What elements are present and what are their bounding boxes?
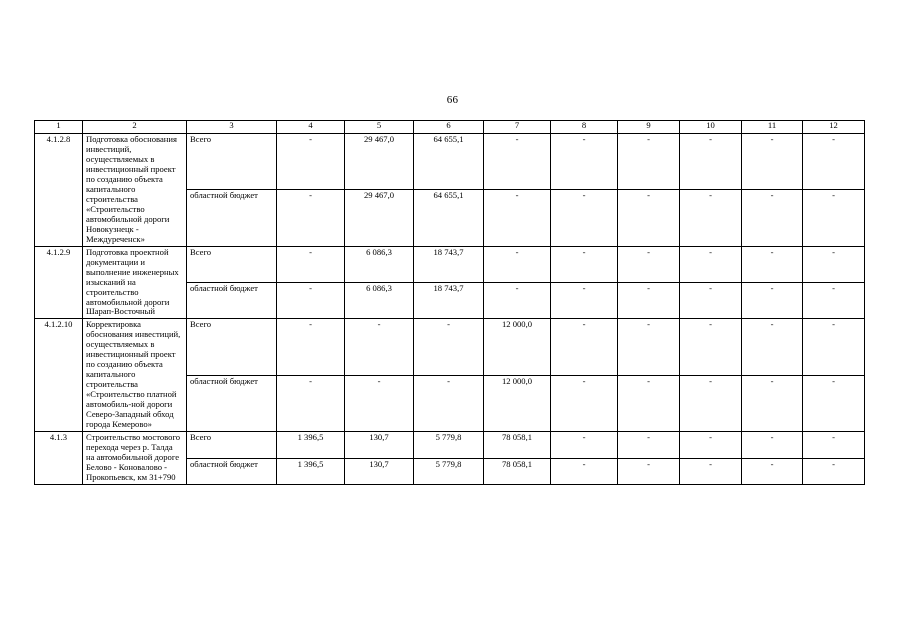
column-header: 11 bbox=[742, 121, 803, 134]
amount-cell: - bbox=[484, 134, 551, 190]
amount-cell: - bbox=[803, 283, 865, 319]
funding-source: Всего bbox=[187, 246, 277, 282]
table-body bbox=[35, 134, 865, 485]
amount-cell: - bbox=[618, 458, 680, 484]
funding-source: областной бюджет bbox=[187, 458, 277, 484]
item-name: Подготовка обоснования инвестиций, осуществляемых в инвестиционный проект по созданию объекта капитального строительства «Строительство автомобильной дороги Новокузнецк - Междуреченск» bbox=[83, 134, 187, 247]
amount-cell: - bbox=[680, 319, 742, 375]
amount-cell: - bbox=[277, 246, 345, 282]
table-row bbox=[35, 246, 865, 282]
amount-cell: - bbox=[742, 375, 803, 431]
amount-cell: - bbox=[551, 432, 618, 458]
item-name: Строительство мостового перехода через р. Талда на автомобильной дороге Белово - Коновалово - Прокопьевск, км 31+790 bbox=[83, 432, 187, 485]
amount-cell: - bbox=[618, 283, 680, 319]
item-code: 4.1.3 bbox=[35, 432, 83, 485]
amount-cell: - bbox=[618, 319, 680, 375]
amount-cell: - bbox=[742, 458, 803, 484]
item-code: 4.1.2.10 bbox=[35, 319, 83, 432]
column-header: 9 bbox=[618, 121, 680, 134]
table-row bbox=[35, 432, 865, 458]
amount-cell: - bbox=[803, 375, 865, 431]
amount-cell: - bbox=[680, 283, 742, 319]
amount-cell: - bbox=[551, 283, 618, 319]
header-row bbox=[35, 121, 865, 134]
amount-cell: - bbox=[742, 190, 803, 246]
amount-cell: 130,7 bbox=[345, 432, 414, 458]
amount-cell: - bbox=[345, 319, 414, 375]
column-header: 10 bbox=[680, 121, 742, 134]
funding-source: областной бюджет bbox=[187, 190, 277, 246]
table-row bbox=[35, 319, 865, 375]
amount-cell: 78 058,1 bbox=[484, 458, 551, 484]
item-name: Подготовка проектной документации и выполнение инженерных изысканий на строительство автомобильной дороги Шарап-Восточный bbox=[83, 246, 187, 319]
funding-source: областной бюджет bbox=[187, 283, 277, 319]
amount-cell: 64 655,1 bbox=[414, 190, 484, 246]
amount-cell: 78 058,1 bbox=[484, 432, 551, 458]
funding-source: Всего bbox=[187, 134, 277, 190]
amount-cell: - bbox=[742, 283, 803, 319]
amount-cell: - bbox=[680, 458, 742, 484]
amount-cell: - bbox=[618, 375, 680, 431]
amount-cell: 29 467,0 bbox=[345, 134, 414, 190]
table-row bbox=[35, 134, 865, 190]
amount-cell: - bbox=[680, 246, 742, 282]
item-code: 4.1.2.9 bbox=[35, 246, 83, 319]
amount-cell: - bbox=[551, 134, 618, 190]
amount-cell: - bbox=[618, 246, 680, 282]
amount-cell: 18 743,7 bbox=[414, 283, 484, 319]
amount-cell: 12 000,0 bbox=[484, 375, 551, 431]
amount-cell: - bbox=[277, 190, 345, 246]
amount-cell: - bbox=[680, 190, 742, 246]
amount-cell: - bbox=[277, 375, 345, 431]
funding-source: Всего bbox=[187, 319, 277, 375]
amount-cell: - bbox=[345, 375, 414, 431]
amount-cell: - bbox=[277, 283, 345, 319]
amount-cell: 5 779,8 bbox=[414, 432, 484, 458]
amount-cell: 29 467,0 bbox=[345, 190, 414, 246]
amount-cell: - bbox=[680, 375, 742, 431]
amount-cell: - bbox=[618, 190, 680, 246]
amount-cell: - bbox=[680, 432, 742, 458]
column-header: 7 bbox=[484, 121, 551, 134]
amount-cell: - bbox=[277, 134, 345, 190]
amount-cell: - bbox=[618, 432, 680, 458]
amount-cell: - bbox=[618, 134, 680, 190]
amount-cell: 64 655,1 bbox=[414, 134, 484, 190]
amount-cell: - bbox=[803, 134, 865, 190]
amount-cell: - bbox=[414, 319, 484, 375]
column-header: 4 bbox=[277, 121, 345, 134]
amount-cell: 5 779,8 bbox=[414, 458, 484, 484]
amount-cell: 6 086,3 bbox=[345, 246, 414, 282]
amount-cell: 1 396,5 bbox=[277, 432, 345, 458]
column-header: 1 bbox=[35, 121, 83, 134]
budget-table bbox=[34, 120, 865, 485]
amount-cell: - bbox=[803, 246, 865, 282]
amount-cell: - bbox=[680, 134, 742, 190]
amount-cell: 130,7 bbox=[345, 458, 414, 484]
amount-cell: - bbox=[742, 432, 803, 458]
column-header: 6 bbox=[414, 121, 484, 134]
amount-cell: - bbox=[742, 319, 803, 375]
amount-cell: - bbox=[742, 246, 803, 282]
amount-cell: - bbox=[742, 134, 803, 190]
amount-cell: - bbox=[551, 190, 618, 246]
amount-cell: - bbox=[803, 432, 865, 458]
amount-cell: - bbox=[551, 246, 618, 282]
item-code: 4.1.2.8 bbox=[35, 134, 83, 247]
amount-cell: - bbox=[277, 319, 345, 375]
funding-source: Всего bbox=[187, 432, 277, 458]
column-header: 5 bbox=[345, 121, 414, 134]
funding-source: областной бюджет bbox=[187, 375, 277, 431]
item-name: Корректировка обоснования инвестиций, осуществляемых в инвестиционный проект по созданию объекта капитального строительства «Строительство платной автомобиль-ной дороги Северо-Западный обход города Кемерово» bbox=[83, 319, 187, 432]
amount-cell: 6 086,3 bbox=[345, 283, 414, 319]
amount-cell: - bbox=[803, 458, 865, 484]
column-header: 2 bbox=[83, 121, 187, 134]
amount-cell: - bbox=[803, 190, 865, 246]
amount-cell: 12 000,0 bbox=[484, 319, 551, 375]
page-number: 66 bbox=[446, 94, 459, 106]
column-header: 8 bbox=[551, 121, 618, 134]
amount-cell: - bbox=[551, 319, 618, 375]
amount-cell: - bbox=[551, 375, 618, 431]
amount-cell: - bbox=[803, 319, 865, 375]
column-header: 12 bbox=[803, 121, 865, 134]
amount-cell: - bbox=[414, 375, 484, 431]
amount-cell: - bbox=[484, 283, 551, 319]
column-header: 3 bbox=[187, 121, 277, 134]
amount-cell: - bbox=[551, 458, 618, 484]
amount-cell: 1 396,5 bbox=[277, 458, 345, 484]
amount-cell: 18 743,7 bbox=[414, 246, 484, 282]
amount-cell: - bbox=[484, 190, 551, 246]
amount-cell: - bbox=[484, 246, 551, 282]
